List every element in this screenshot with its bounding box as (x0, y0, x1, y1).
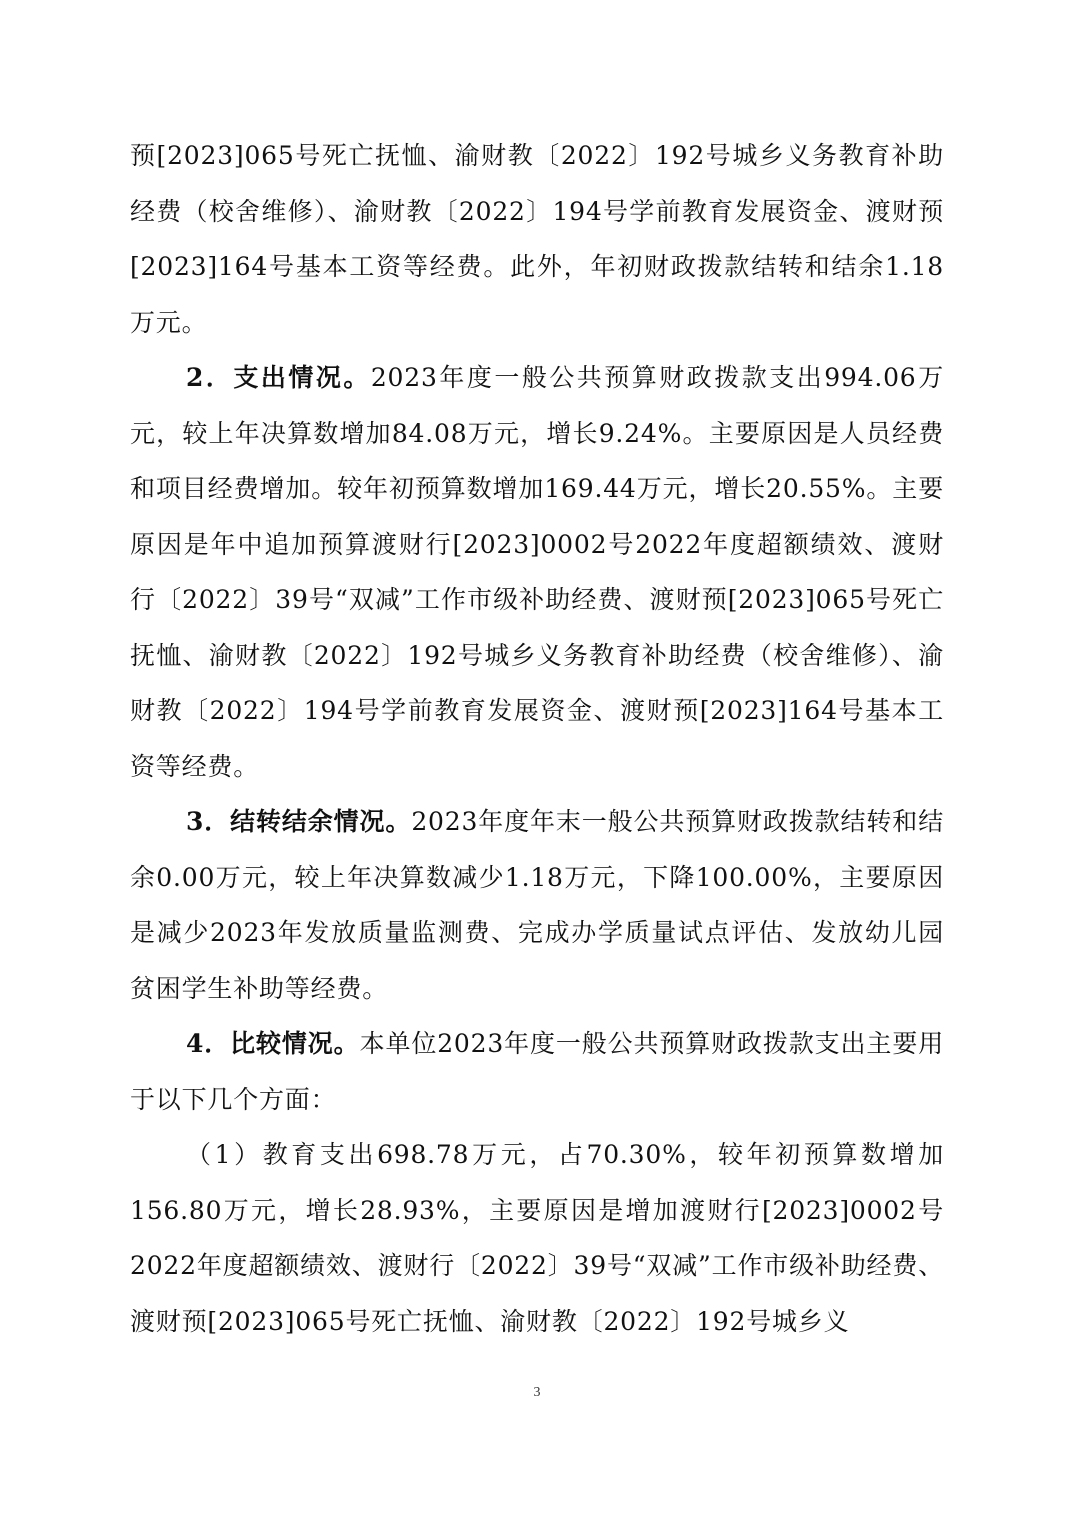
document-body (130, 128, 944, 1349)
paragraph-text: 2023年度一般公共预算财政拨款支出994.06万元，较上年决算数增加84.08万元，增长9.24%。主要原因是人员经费和项目经费增加。较年初预算数增加169.44万元，增长20.55%。主要原因是年中追加预算渡财行[2023]0002号2022年度超额绩效、渡财行〔2022〕39号“双减”工作市级补助经费、渡财预[2023]065号死亡抚恤、渝财教〔2022〕192号城乡义务教育补助经费（校舍维修）、渝财教〔2022〕194号学前教育发展资金、渡财预[2023]164号基本工资等经费。 (130, 363, 944, 781)
paragraph-text: （1）教育支出698.78万元，占70.30%，较年初预算数增加156.80万元，增长28.93%，主要原因是增加渡财行[2023]0002号2022年度超额绩效、渡财行〔2022〕39号“双减”工作市级补助经费、渡财预[2023]065号死亡抚恤、渝财教〔2022〕192号城乡义 (130, 1140, 944, 1336)
paragraph-expenditure (130, 350, 944, 794)
paragraph-comparison (130, 1016, 944, 1127)
page-number: 3 (533, 1385, 541, 1400)
paragraph-education (130, 1127, 944, 1349)
section-heading-comparison: 4．比较情况。 (186, 1029, 360, 1058)
paragraph-text: 2023年度年末一般公共预算财政拨款结转和结余0.00万元，较上年决算数减少1.18万元，下降100.00%，主要原因是减少2023年发放质量监测费、完成办学质量试点评估、发放幼儿园贫困学生补助等经费。 (130, 807, 944, 1003)
section-heading-carryover: 3．结转结余情况。 (186, 807, 412, 836)
paragraph-text: 预[2023]065号死亡抚恤、渝财教〔2022〕192号城乡义务教育补助经费（校舍维修）、渝财教〔2022〕194号学前教育发展资金、渡财预[2023]164号基本工资等经费。此外，年初财政拨款结转和结余1.18万元。 (130, 141, 944, 337)
paragraph-continuation (130, 128, 944, 350)
section-heading-expenditure: 2．支出情况。 (186, 363, 371, 392)
paragraph-carryover (130, 794, 944, 1016)
paragraph-text: 本单位2023年度一般公共预算财政拨款支出主要用于以下几个方面： (130, 1029, 944, 1114)
